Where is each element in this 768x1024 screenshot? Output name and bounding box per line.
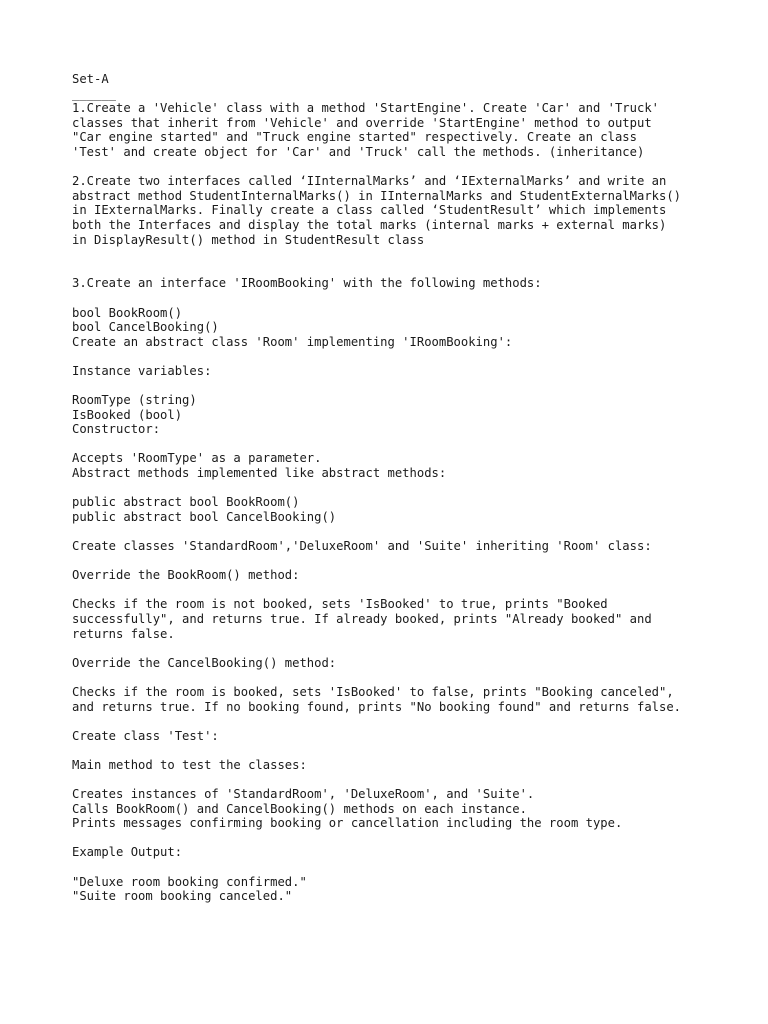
question-3-intro: 3.Create an interface 'IRoomBooking' with the following methods: <box>72 276 542 291</box>
instance-vars-heading: Instance variables: <box>72 363 212 378</box>
test-step: Prints messages confirming booking or cancellation including the room type. <box>72 816 623 831</box>
abstract-method: public abstract bool BookRoom() <box>72 495 300 510</box>
example-output-heading: Example Output: <box>72 845 183 860</box>
interface-method: bool BookRoom() <box>72 305 183 320</box>
document-page <box>72 72 712 904</box>
question-2-line: both the Interfaces and display the total marks (internal marks + external marks) <box>72 217 667 232</box>
title-underline: ______ <box>72 86 117 101</box>
example-output-line: "Deluxe room booking confirmed." <box>72 874 307 889</box>
question-1-line: "Car engine started" and "Truck engine started" respectively. Create an class <box>72 130 637 145</box>
question-1-line: 'Test' and create object for 'Car' and 'Truck' call the methods. (inheritance) <box>72 144 645 159</box>
question-2-line: in IExternalMarks. Finally create a class called ‘StudentResult’ which implements <box>72 203 667 218</box>
abstract-class-line: Create an abstract class 'Room' implementing 'IRoomBooking': <box>72 334 513 349</box>
instance-var: RoomType (string) <box>72 393 197 408</box>
constructor-heading: Constructor: <box>72 422 161 437</box>
set-title: Set-A <box>72 72 109 86</box>
question-2-line: 2.Create two interfaces called ‘IInternalMarks’ and ‘IExternalMarks’ and write an <box>72 174 667 189</box>
create-classes-line: Create classes 'StandardRoom','DeluxeRoom' and 'Suite' inheriting 'Room' class: <box>72 539 652 553</box>
test-step: Creates instances of 'StandardRoom', 'DeluxeRoom', and 'Suite'. <box>72 787 535 802</box>
create-test-heading: Create class 'Test': <box>72 728 219 743</box>
question-1-line: classes that inherit from 'Vehicle' and override 'StartEngine' method to output <box>72 115 652 130</box>
question-1-line: 1.Create a 'Vehicle' class with a method 'StartEngine'. Create 'Car' and 'Truck' <box>72 101 659 116</box>
cancel-desc-line: Checks if the room is booked, sets 'IsBooked' to false, prints "Booking canceled", <box>72 684 674 699</box>
question-2-line: abstract method StudentInternalMarks() in IInternalMarks and StudentExternalMarks() <box>72 188 682 203</box>
book-desc-line: returns false. <box>72 626 175 641</box>
test-step: Calls BookRoom() and CancelBooking() methods on each instance. <box>72 801 527 816</box>
override-cancel-heading: Override the CancelBooking() method: <box>72 655 337 670</box>
example-output-line: "Suite room booking canceled." <box>72 889 293 904</box>
constructor-line: Accepts 'RoomType' as a parameter. <box>72 451 322 466</box>
interface-method: bool CancelBooking() <box>72 320 219 335</box>
constructor-line: Abstract methods implemented like abstract methods: <box>72 466 447 481</box>
main-method-heading: Main method to test the classes: <box>72 757 307 772</box>
instance-var: IsBooked (bool) <box>72 407 183 422</box>
abstract-method: public abstract bool CancelBooking() <box>72 509 337 524</box>
override-book-heading: Override the BookRoom() method: <box>72 568 300 583</box>
book-desc-line: Checks if the room is not booked, sets 'IsBooked' to true, prints "Booked <box>72 597 608 612</box>
book-desc-line: successfully", and returns true. If already booked, prints "Already booked" and <box>72 611 652 626</box>
question-2-line: in DisplayResult() method in StudentResult class <box>72 232 425 247</box>
cancel-desc-line: and returns true. If no booking found, prints "No booking found" and returns false. <box>72 699 682 714</box>
